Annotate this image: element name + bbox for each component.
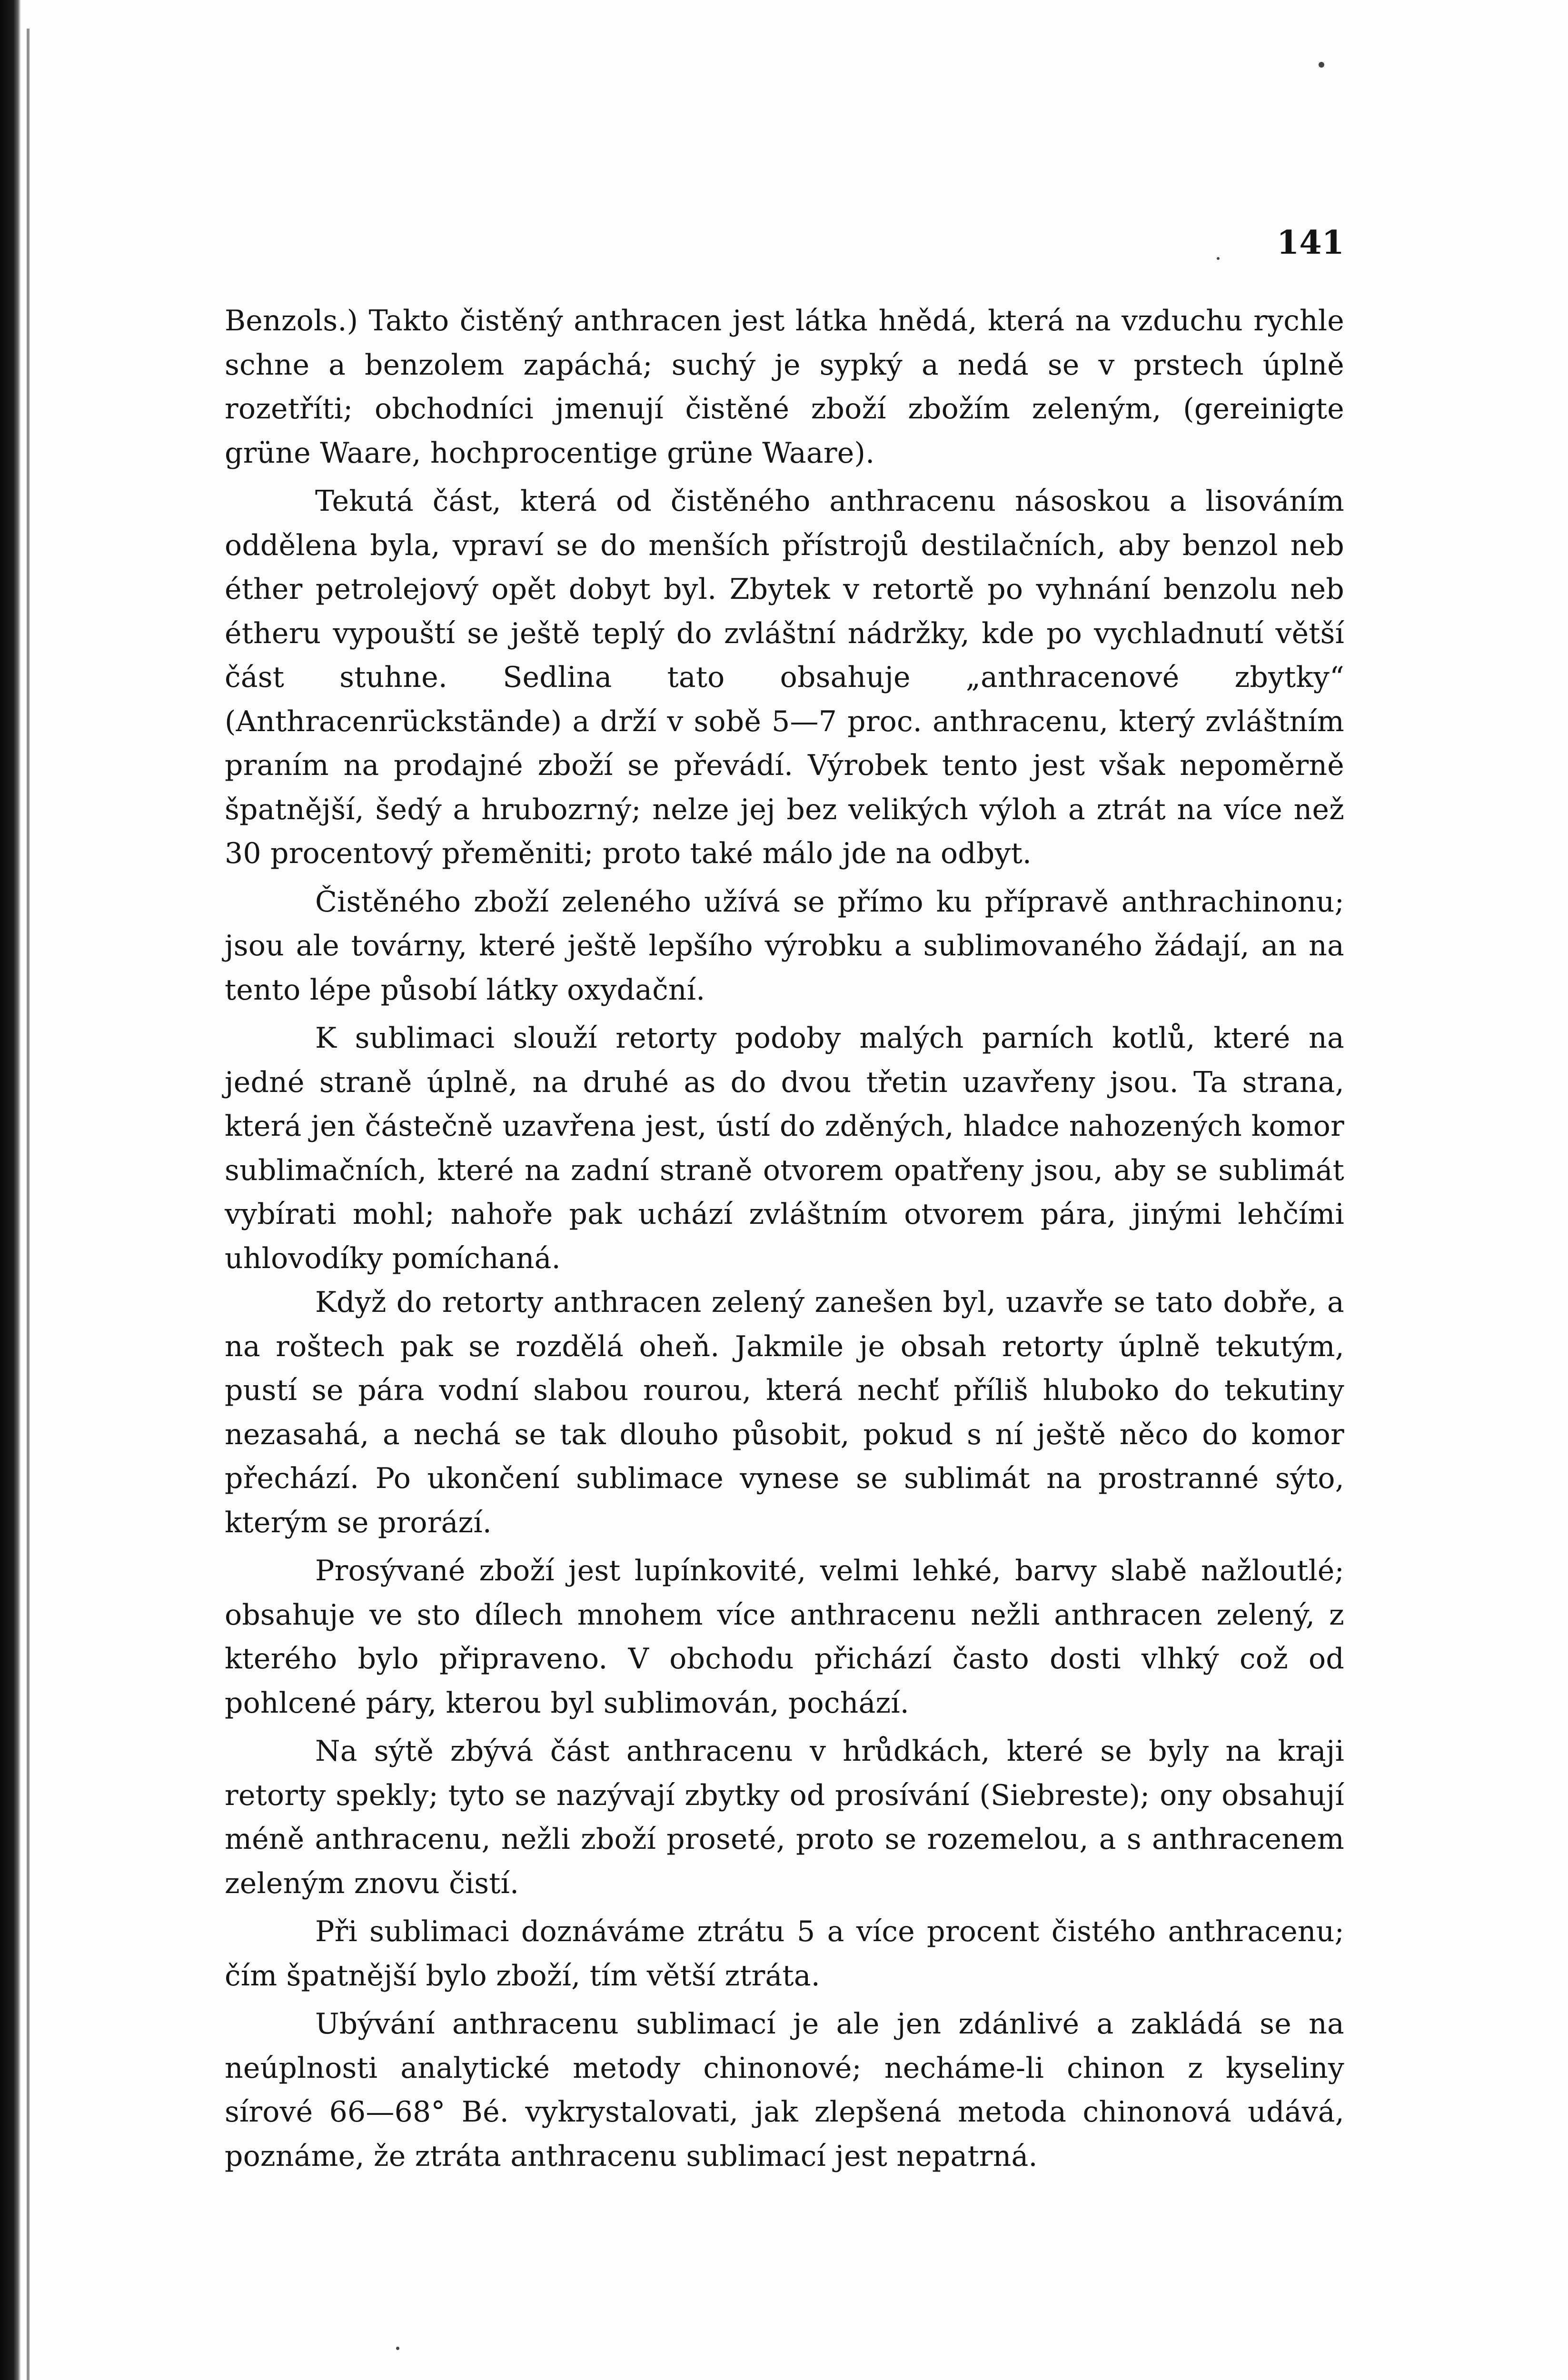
paragraph: Na sýtě zbývá část anthracenu v hrůdkách, které se byly na kraji retorty spekly; tyto se nazývají zbytky od prosívání (Siebreste); ony obsahují méně anthracenu, nežli zboží proseté, proto se rozemelou, a s anthracenem zeleným znovu čistí. [225,1735,1344,1900]
paragraph: Když do retorty anthracen zelený zanešen byl, uzavře se tato dobře, a na roštech pak se rozdělá oheň. Jakmile je obsah retorty úplně tekutým, pustí se pára vodní slabou rourou, která nechť příliš hluboko do tekutiny nezasahá, a nechá se tak dlouho působit, pokud s ní ještě něco do komor přechází. Po ukončení sublimace vynese se sublimát na prostranné sýto, kterým se prorází. [225,1286,1344,1539]
paragraph: Při sublimaci doznáváme ztrátu 5 a více procent čistého anthracenu; čím špatnější bylo zboží, tím větší ztráta. [225,1915,1344,1993]
binding-edge [0,0,21,2380]
spine-shadow [27,29,30,2380]
paragraph: Benzols.) Takto čistěný anthracen jest látka hnědá, která na vzduchu rychle schne a benzolem zapáchá; suchý je sypký a nedá se v prstech úplně rozetříti; obchodníci jmenují čistěné zboží zbožím zeleným, (gereinigte grüne Waare, hochprocentige grüne Waare). [225,304,1344,470]
scan-speck [396,2347,399,2350]
paragraph: K sublimaci slouží retorty podoby malých parních kotlů, které na jedné straně úplně, na druhé as do dvou třetin uzavřeny jsou. Ta strana, která jen částečně uzavřena jest, ústí do zděných, hladce nahozených komor sublimačních, které na zadní straně otvorem opatřeny jsou, aby se sublimát vybírati mohl; nahoře pak uchází zvláštním otvorem pára, jinými lehčími uhlovodíky pomíchaná. [225,1021,1344,1275]
scan-speck [1319,62,1324,68]
page-number: 141 [1277,224,1344,262]
body-text [225,299,1344,2178]
paragraph: Ubývání anthracenu sublimací je ale jen zdánlivé a zakládá se na neúplnosti analytické metody chinonové; necháme-li chinon z kyseliny sírové 66—68° Bé. vykrystalovati, jak zlepšená metoda chinonová udává, poznáme, že ztráta anthracenu sublimací jest nepatrná. [225,2007,1344,2173]
paragraph: Prosývané zboží jest lupínkovité, velmi lehké, barvy slabě nažloutlé; obsahuje ve sto dílech mnohem více anthracenu nežli anthracen zelený, z kterého bylo připraveno. V obchodu přichází často dosti vlhký což od pohlcené páry, kterou byl sublimován, pochází. [225,1554,1344,1720]
paragraph: Čistěného zboží zeleného užívá se přímo ku přípravě anthrachinonu; jsou ale továrny, které ještě lepšího výrobku a sublimovaného žádají, an na tento lépe působí látky oxydační. [225,885,1344,1007]
scan-speck [1217,257,1220,260]
paragraph: Tekutá část, která od čistěného anthracenu násoskou a lisováním oddělena byla, vpraví se do menších přístrojů destilačních, aby benzol neb éther petrolejový opět dobyt byl. Zbytek v retortě po vyhnání benzolu neb étheru vypouští se ještě teplý do zvláštní nádržky, kde po vychladnutí větší část stuhne. Sedlina tato obsahuje „anthracenové zbytky“ (Anthracenrückstände) a drží v sobě 5—7 proc. anthracenu, který zvláštním praním na prodajné zboží se převádí. Výrobek tento jest však nepoměrně špatnější, šedý a hrubozrný; nelze jej bez velikých výloh a ztrát na více než 30 procentový přeměniti; proto také málo jde na odbyt. [225,485,1344,870]
